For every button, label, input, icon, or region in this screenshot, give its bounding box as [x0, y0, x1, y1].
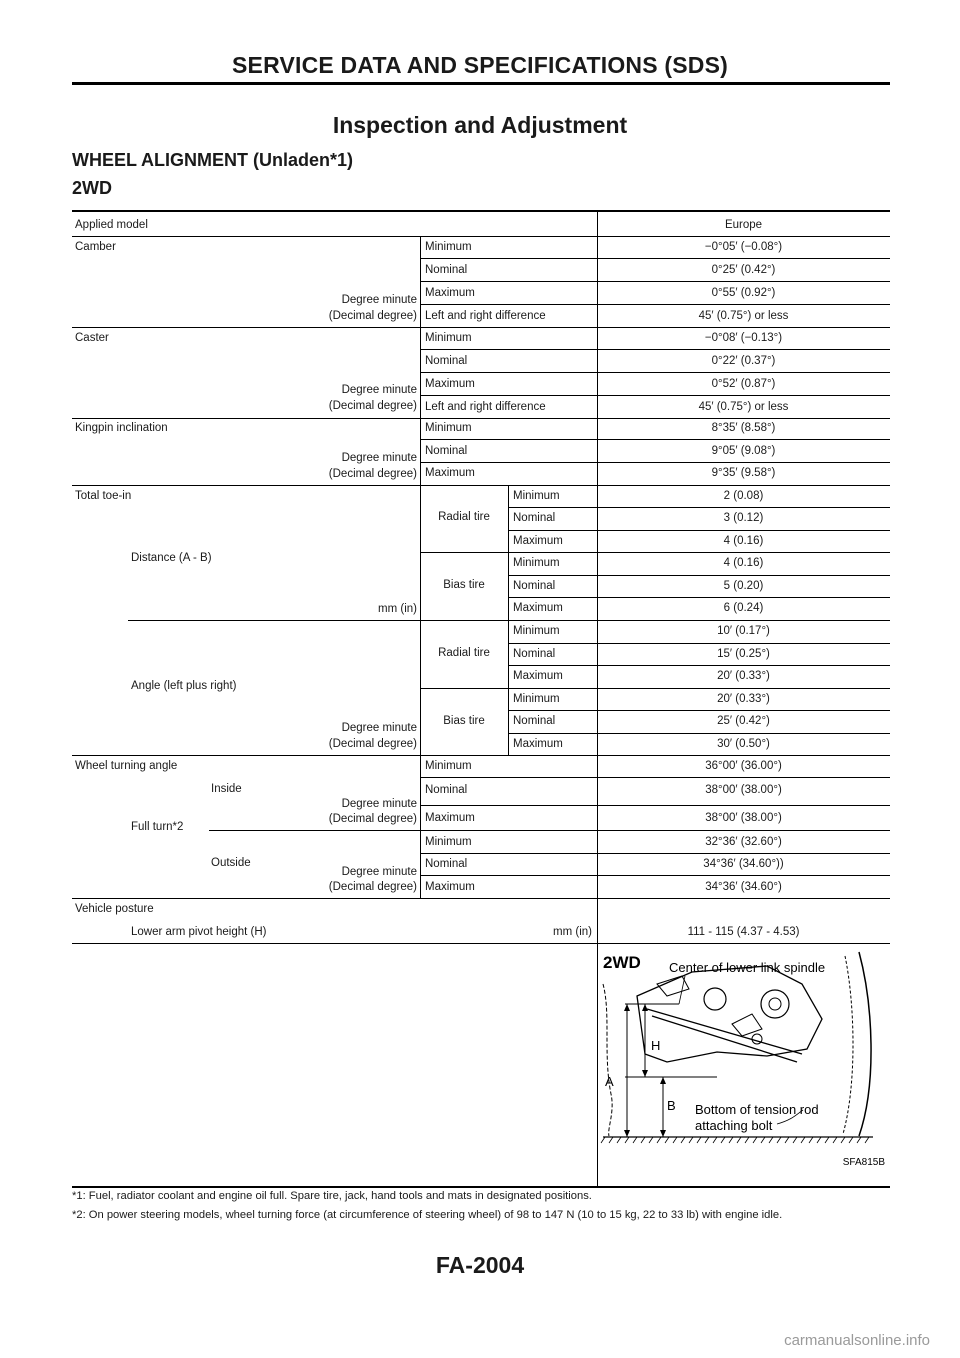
posture-arm-label: Lower arm pivot height (H)	[131, 926, 267, 938]
toe-dist-b-min: 4 (0.16)	[723, 557, 764, 569]
toe-ang-b-max: 30′ (0.50°)	[717, 738, 770, 750]
toe-angle-bias-label: Bias tire	[443, 715, 485, 727]
caster-unit-2: (Decimal degree)	[328, 400, 417, 412]
row-rule	[420, 395, 890, 396]
row-rule	[508, 710, 890, 711]
turning-inside-label: Inside	[211, 783, 242, 795]
turning-outside-label: Outside	[211, 857, 251, 869]
row-rule	[72, 898, 890, 899]
watermark: carmanualsonline.info	[784, 1332, 930, 1349]
table-bottom-rule	[72, 1186, 890, 1188]
turn-out-max: 34°36′ (34.60°)	[705, 881, 782, 893]
row-rule	[508, 507, 890, 508]
toe-dist-radial-label: Radial tire	[438, 511, 490, 523]
row-rule	[508, 665, 890, 666]
toe-ang-r-min-label: Minimum	[513, 625, 560, 637]
posture-value: 111 - 115 (4.37 - 4.53)	[687, 926, 800, 938]
kingpin-unit-1: Degree minute	[341, 452, 417, 464]
toe-ang-b-nom-label: Nominal	[513, 715, 556, 727]
posture-label: Vehicle posture	[75, 903, 154, 915]
camber-unit-2: (Decimal degree)	[328, 310, 417, 322]
col-rule	[597, 210, 598, 237]
toe-dist-b-min-label: Minimum	[513, 557, 560, 569]
row-rule	[420, 439, 890, 440]
row-rule	[72, 418, 890, 419]
turn-in-min-label: Minimum	[425, 760, 472, 772]
toe-dist-r-max: 4 (0.16)	[723, 535, 764, 547]
row-rule	[72, 755, 890, 756]
table-top-rule	[72, 210, 890, 212]
row-rule	[128, 620, 890, 621]
turn-in-nom: 38°00′ (38.00°)	[705, 784, 782, 796]
caster-min-label: Minimum	[425, 332, 472, 344]
toe-dist-b-max: 6 (0.24)	[723, 602, 764, 614]
figure-title: 2WD	[603, 953, 641, 972]
toe-ang-r-max-label: Maximum	[513, 670, 563, 682]
camber-diff-label: Left and right difference	[425, 310, 546, 322]
turning-inside-unit-2: (Decimal degree)	[328, 813, 417, 825]
toe-label: Total toe-in	[75, 490, 132, 502]
footnote-2: *2: On power steering models, wheel turning force (at circumference of steering wheel) of 98 to 147 N (10 to 15 kg, 22 to 33 lb) with engine idle.	[72, 1209, 783, 1221]
row-rule	[420, 258, 890, 259]
kingpin-nom-value: 9°05′ (9.08°)	[711, 445, 776, 457]
caster-min-value: −0°08′ (−0.13°)	[704, 332, 783, 344]
row-rule	[72, 236, 890, 237]
toe-dist-bias-label: Bias tire	[443, 579, 485, 591]
toe-angle-unit-2: (Decimal degree)	[328, 738, 417, 750]
toe-ang-b-nom: 25′ (0.42°)	[717, 715, 770, 727]
header-rule	[72, 82, 890, 85]
row-rule	[420, 853, 890, 854]
figure-label-bottom-2: attaching bolt	[695, 1118, 773, 1133]
turn-in-max-label: Maximum	[425, 812, 475, 824]
turn-in-max: 38°00′ (38.00°)	[705, 812, 782, 824]
toe-ang-r-nom: 15′ (0.25°)	[717, 648, 770, 660]
subsection-heading: 2WD	[72, 178, 112, 198]
row-rule	[420, 805, 890, 806]
row-rule	[209, 830, 890, 831]
section-heading: WHEEL ALIGNMENT (Unladen*1)	[72, 150, 354, 170]
figure-label-b: B	[667, 1098, 676, 1113]
toe-angle-label: Angle (left plus right)	[131, 680, 237, 692]
kingpin-label: Kingpin inclination	[75, 422, 168, 434]
figure-label-bottom-1: Bottom of tension rod	[695, 1102, 819, 1117]
turn-out-max-label: Maximum	[425, 881, 475, 893]
wheel-alignment-figure	[597, 944, 890, 1185]
row-rule	[420, 552, 890, 553]
row-rule	[420, 304, 890, 305]
row-rule	[508, 733, 890, 734]
turning-full-turn: Full turn*2	[131, 821, 184, 833]
kingpin-max-value: 9°35′ (9.58°)	[711, 467, 776, 479]
toe-ang-b-min: 20′ (0.33°)	[717, 693, 770, 705]
turning-outside-unit-2: (Decimal degree)	[328, 881, 417, 893]
toe-dist-b-max-label: Maximum	[513, 602, 563, 614]
page-header: SERVICE DATA AND SPECIFICATIONS (SDS)	[232, 52, 728, 78]
col-rule	[508, 485, 509, 755]
camber-min-label: Minimum	[425, 241, 472, 253]
col-rule	[420, 236, 421, 898]
toe-distance-label: Distance (A - B)	[131, 552, 212, 564]
turning-inside-unit-1: Degree minute	[341, 798, 417, 810]
caster-max-label: Maximum	[425, 378, 475, 390]
row-rule	[508, 530, 890, 531]
figure-label-h: H	[651, 1038, 661, 1053]
toe-ang-b-min-label: Minimum	[513, 693, 560, 705]
row-rule	[508, 575, 890, 576]
turn-out-nom-label: Nominal	[425, 858, 468, 870]
toe-ang-r-nom-label: Nominal	[513, 648, 556, 660]
caster-unit-1: Degree minute	[341, 384, 417, 396]
toe-ang-r-min: 10′ (0.17°)	[717, 625, 770, 637]
toe-distance-unit: mm (in)	[378, 603, 417, 615]
turning-label: Wheel turning angle	[75, 760, 178, 772]
turn-in-nom-label: Nominal	[425, 784, 468, 796]
turn-out-min-label: Minimum	[425, 836, 472, 848]
toe-dist-r-min-label: Minimum	[513, 490, 560, 502]
camber-unit-1: Degree minute	[341, 294, 417, 306]
caster-diff-value: 45′ (0.75°) or less	[698, 401, 789, 413]
toe-dist-b-nom-label: Nominal	[513, 580, 556, 592]
row-rule	[420, 281, 890, 282]
caster-nom-value: 0°22′ (0.37°)	[711, 355, 776, 367]
row-rule	[72, 327, 890, 328]
camber-min-value: −0°05′ (−0.08°)	[704, 241, 783, 253]
kingpin-unit-2: (Decimal degree)	[328, 468, 417, 480]
row-rule	[420, 777, 890, 778]
toe-angle-unit-1: Degree minute	[341, 722, 417, 734]
page-number: FA-2004	[435, 1252, 525, 1278]
toe-ang-b-max-label: Maximum	[513, 738, 563, 750]
row-rule	[72, 485, 890, 486]
figure-label-a: A	[605, 1074, 614, 1089]
caster-max-value: 0°52′ (0.87°)	[711, 378, 776, 390]
row-rule	[420, 349, 890, 350]
row-rule	[508, 643, 890, 644]
toe-dist-r-nom: 3 (0.12)	[723, 512, 764, 524]
camber-max-label: Maximum	[425, 287, 475, 299]
kingpin-min-label: Minimum	[425, 422, 472, 434]
toe-dist-r-max-label: Maximum	[513, 535, 563, 547]
kingpin-min-value: 8°35′ (8.58°)	[711, 422, 776, 434]
toe-angle-radial-label: Radial tire	[438, 647, 490, 659]
turn-out-min: 32°36′ (32.60°)	[705, 836, 782, 848]
row-rule	[420, 875, 890, 876]
camber-max-value: 0°55′ (0.92°)	[711, 287, 776, 299]
row-rule	[508, 597, 890, 598]
row-rule	[420, 688, 890, 689]
turn-out-nom: 34°36′ (34.60°))	[703, 858, 784, 870]
figure-code: SFA815B	[842, 1157, 885, 1168]
applied-model-value: Europe	[724, 219, 763, 231]
toe-dist-r-min: 2 (0.08)	[723, 490, 764, 502]
kingpin-max-label: Maximum	[425, 467, 475, 479]
figure-label-top: Center of lower link spindle	[669, 960, 826, 975]
caster-label: Caster	[75, 332, 109, 344]
toe-dist-b-nom: 5 (0.20)	[723, 580, 764, 592]
turn-in-min: 36°00′ (36.00°)	[705, 760, 782, 772]
kingpin-nom-label: Nominal	[425, 445, 468, 457]
footnote-1: *1: Fuel, radiator coolant and engine oil full. Spare tire, jack, hand tools and mats in designated positions.	[72, 1190, 592, 1202]
camber-nom-label: Nominal	[425, 264, 468, 276]
applied-model-label: Applied model	[75, 219, 148, 231]
row-rule	[420, 372, 890, 373]
posture-unit: mm (in)	[553, 926, 592, 938]
toe-ang-r-max: 20′ (0.33°)	[717, 670, 770, 682]
page-title: Inspection and Adjustment	[332, 112, 628, 138]
camber-nom-value: 0°25′ (0.42°)	[711, 264, 776, 276]
camber-label: Camber	[75, 241, 116, 253]
row-rule	[420, 462, 890, 463]
toe-dist-r-nom-label: Nominal	[513, 512, 556, 524]
caster-diff-label: Left and right difference	[425, 401, 546, 413]
caster-nom-label: Nominal	[425, 355, 468, 367]
camber-diff-value: 45′ (0.75°) or less	[698, 310, 789, 322]
turning-outside-unit-1: Degree minute	[341, 866, 417, 878]
col-rule	[597, 236, 598, 898]
